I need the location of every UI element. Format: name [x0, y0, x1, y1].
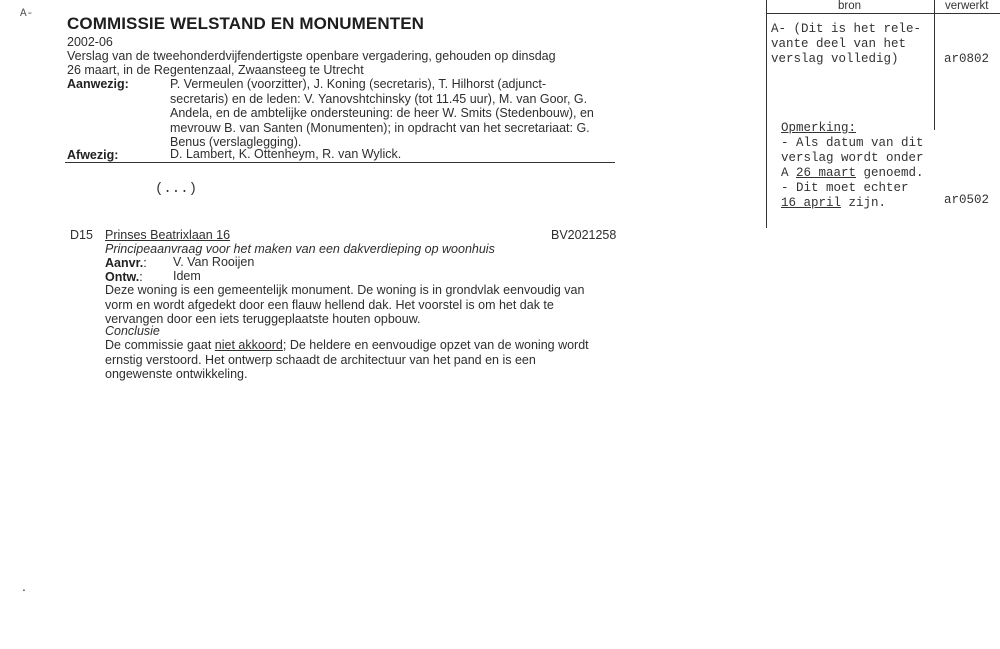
conclusion-label: Conclusie: [105, 324, 160, 338]
applicant-name: V. Van Rooijen: [173, 255, 255, 269]
present-line: mevrouw B. van Santen (Monumenten); in opdracht van het secretariaat: G.: [170, 120, 590, 135]
processed-ref-1: ar0802: [944, 52, 990, 66]
item-subject: Principeaanvraag voor het maken van een dakverdieping op woonhuis: [105, 242, 495, 256]
report-line-2: 26 maart, in de Regentenzaal, Zwaansteeg te Utrecht: [67, 63, 364, 77]
remark-line: - Als datum van dit: [781, 136, 924, 150]
column-header-processed: verwerkt: [945, 0, 989, 12]
source-note-line: A- (Dit is het rele-: [771, 22, 922, 36]
item-code: D15: [70, 228, 93, 242]
absent-list: D. Lambert, K. Ottenheym, R. van Wylick.: [170, 147, 402, 161]
table-column-divider: [934, 0, 935, 130]
absent-label: Afwezig:: [67, 148, 119, 162]
item-description: [105, 283, 584, 327]
document-title: COMMISSIE WELSTAND EN MONUMENTEN: [67, 14, 425, 33]
omission-marker: (...): [155, 181, 198, 197]
conclusion-verdict: niet akkoord: [214, 338, 283, 352]
remark-note: [781, 121, 924, 211]
remark-prefix: A: [781, 166, 797, 180]
meeting-number: 2002-06: [67, 35, 113, 49]
conclusion-line: ernstig verstoord. Het ontwerp schaadt de architectuur van het pand en is een: [105, 352, 536, 367]
remark-line: - Dit moet echter: [781, 181, 909, 195]
source-note: [771, 22, 921, 67]
remark-line: [781, 166, 924, 181]
conclusion-line: [105, 338, 589, 353]
design-colon: :: [139, 270, 143, 284]
conclusion-prefix: De commissie gaat: [105, 338, 215, 352]
item-address: Prinses Beatrixlaan 16: [105, 228, 231, 242]
present-line: secretaris) en de leden: V. Yanovshtchinsky (tot 11.45 uur), M. van Goor, G.: [170, 91, 588, 106]
source-note-line: verslag volledig): [771, 52, 899, 66]
conclusion-suffix: ; De heldere en eenvoudige opzet van de woning wordt: [282, 338, 589, 352]
column-header-source: bron: [838, 0, 862, 12]
report-line-1: Verslag van de tweehonderdvijfendertigste openbare vergadering, gehouden op dinsdag: [67, 49, 556, 63]
present-line: Benus (verslaglegging).: [170, 135, 302, 149]
applicant-colon: :: [143, 256, 147, 270]
applicant-label: [105, 256, 147, 270]
table-left-border: [766, 0, 767, 228]
description-line: vervangen door een iets teruggeplaatste houten opbouw.: [105, 312, 421, 326]
present-label: Aanwezig:: [67, 77, 129, 91]
applicant-label-text: Aanvr.: [105, 256, 144, 270]
remark-line: verslag wordt onder: [781, 151, 924, 165]
processed-ref-2: ar0502: [944, 193, 990, 207]
remark-suffix: zijn.: [841, 196, 887, 210]
present-line: P. Vermeulen (voorzitter), J. Koning (secretaris), T. Hilhorst (adjunct-: [170, 77, 547, 91]
remark-suffix: genoemd.: [856, 166, 924, 180]
design-label-text: Ontw.: [105, 270, 140, 284]
description-line: Deze woning is een gemeentelijk monument. De woning is in grondvlak eenvoudig van: [105, 283, 585, 297]
table-header-rule: [766, 13, 1000, 14]
scan-dot: .: [22, 578, 26, 594]
present-list: [170, 77, 594, 150]
description-line: vorm en wordt afgedekt door een flauw hellend dak. Het voorstel is om het dak te: [105, 297, 554, 312]
remark-label: Opmerking:: [781, 121, 857, 135]
conclusion-line: ongewenste ontwikkeling.: [105, 367, 248, 381]
designer-name: Idem: [173, 269, 201, 283]
present-line: Andela, en de ambtelijke ondersteuning: de heer W. Smits (Stedenbouw), en: [170, 106, 594, 120]
header-rule: [65, 162, 615, 163]
item-reference: BV2021258: [551, 228, 617, 242]
design-label: [105, 270, 143, 284]
remark-line: [781, 196, 924, 211]
remark-date-new: 16 april: [781, 196, 842, 210]
conclusion-text: [105, 338, 589, 382]
source-note-line: vante deel van het: [771, 37, 907, 51]
remark-date-old: 26 maart: [796, 166, 857, 180]
margin-mark: A-: [20, 8, 34, 20]
